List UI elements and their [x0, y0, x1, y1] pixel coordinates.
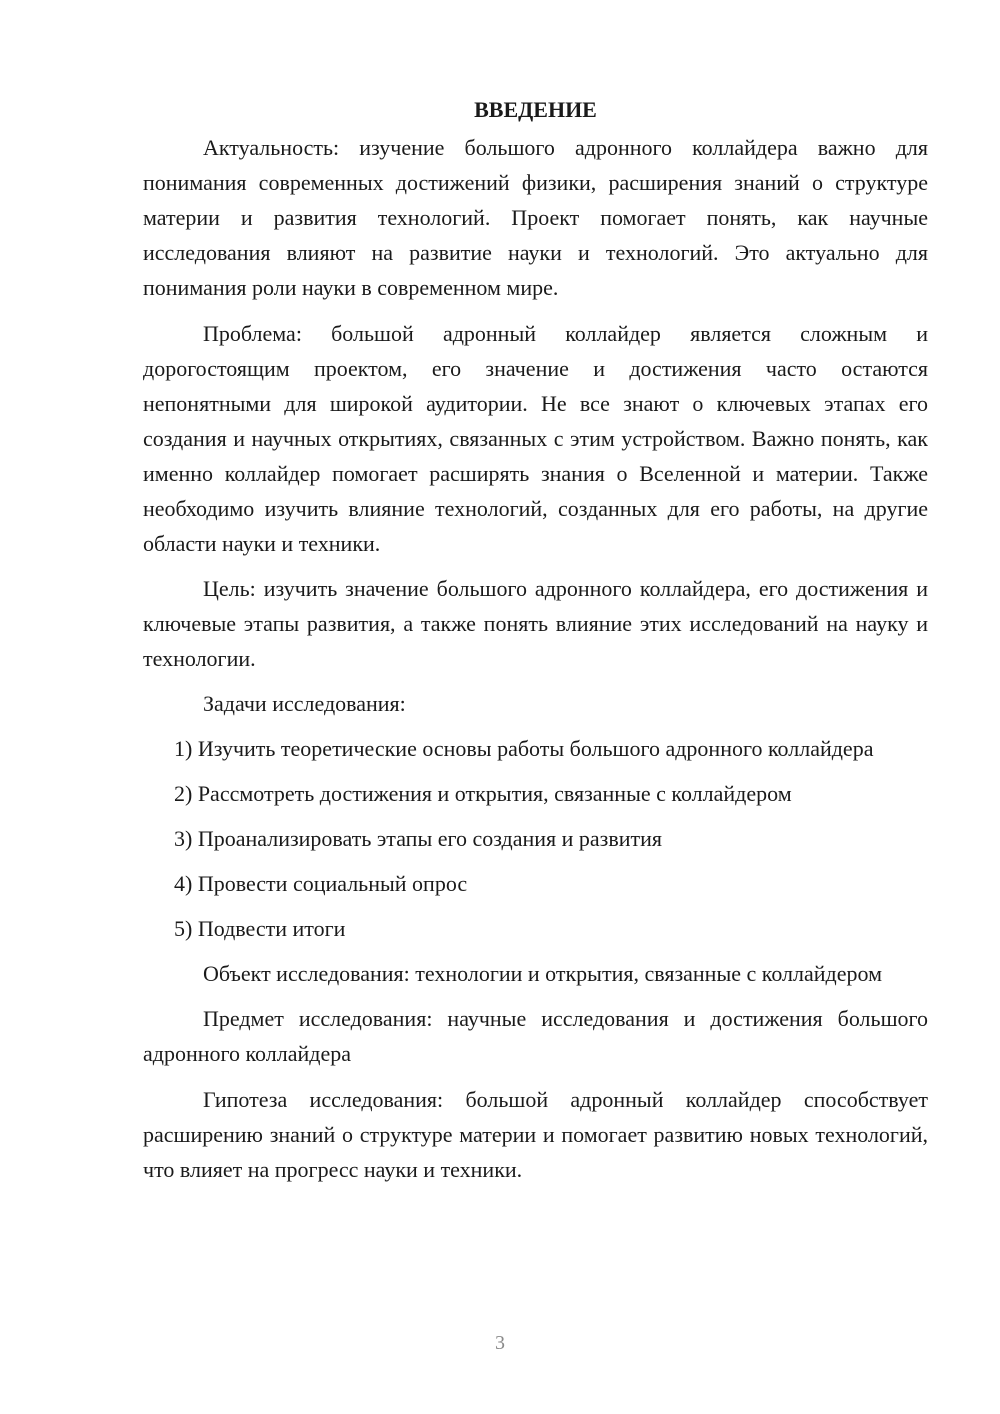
section-heading: ВВЕДЕНИЕ: [474, 97, 597, 122]
task-item-4: 4) Провести социальный опрос: [174, 871, 468, 896]
problem-paragraph: Проблема: большой адронный коллайдер является сложным и дорогостоящим проектом, его значение и достижения часто остаются непонятными для широкой аудитории. Не все знают о ключевых этапах его создания и научных открытиях, связанных с этим устройством. Важно понять, как именно коллайдер помогает расширять знания о Вселенной и материи. Также необходимо изучить влияние технологий, созданных для его работы, на другие области науки и техники.: [143, 321, 928, 556]
page-number: 3: [495, 1332, 505, 1354]
goal-paragraph: Цель: изучить значение большого адронного коллайдера, его достижения и ключевые этапы развития, а также понять влияние этих исследований на науку и технологии.: [143, 576, 928, 671]
hypothesis-paragraph: Гипотеза исследования: большой адронный коллайдер способствует расширению знаний о структуре материи и помогает развитию новых технологий, что влияет на прогресс науки и техники.: [143, 1087, 928, 1182]
task-item-3: 3) Проанализировать этапы его создания и развития: [174, 826, 663, 851]
task-item-2: 2) Рассмотреть достижения и открытия, связанные с коллайдером: [174, 781, 792, 806]
task-item-5: 5) Подвести итоги: [174, 916, 346, 941]
subject-paragraph: Предмет исследования: научные исследования и достижения большого адронного коллайдера: [143, 1006, 928, 1066]
document-page: [143, 92, 928, 1187]
object-paragraph: Объект исследования: технологии и открытия, связанные с коллайдером: [203, 961, 883, 986]
tasks-title: Задачи исследования:: [203, 691, 406, 716]
relevance-paragraph: Актуальность: изучение большого адронного коллайдера важно для понимания современных достижений физики, расширения знаний о структуре материи и развития технологий. Проект помогает понять, как научные исследования влияют на развитие науки и технологий. Это актуально для понимания роли науки в современном мире.: [143, 135, 928, 300]
task-item-1: 1) Изучить теоретические основы работы большого адронного коллайдера: [174, 736, 874, 761]
